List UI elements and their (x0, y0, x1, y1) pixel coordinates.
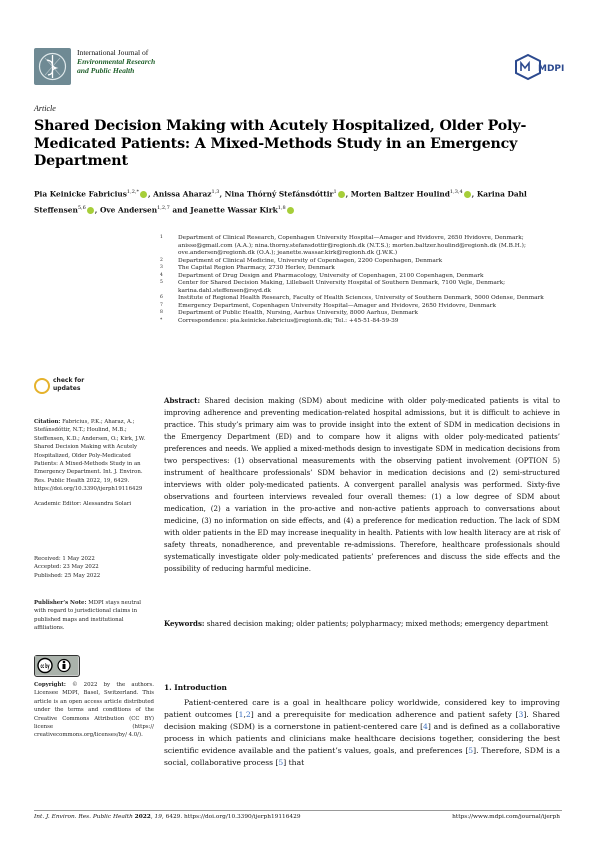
journal-name-line2: Environmental Research (77, 57, 156, 67)
journal-name-line3: and Public Health (77, 66, 135, 76)
cc-by-license-badge[interactable] (34, 655, 80, 677)
affiliation-text: Department of Drug Design and Pharmacology, University of Copenhagen, 2100 Copenhagen, Denmark (178, 272, 484, 279)
affiliation-text: Correspondence: pia.keinicke.fabricius@regionh.dk; Tel.: +45-51-84-59-39 (178, 318, 399, 325)
affiliation-number: 3 (160, 265, 163, 271)
check-updates-icon (34, 378, 50, 394)
journal-logo (34, 48, 71, 85)
keywords (164, 618, 560, 630)
reference-link[interactable]: 5 (278, 758, 284, 768)
affiliation-list (160, 235, 565, 326)
affiliation-text: Department of Public Health, Nursing, Aarhus University, 8000 Aarhus, Denmark (178, 310, 419, 317)
dates-block (34, 555, 154, 580)
affiliation-item (160, 318, 565, 326)
mdpi-logo (515, 54, 565, 80)
affiliation-item (160, 310, 565, 318)
mdpi-logo-text: MDPI (538, 64, 565, 74)
reference-link[interactable]: 5 (468, 746, 474, 756)
author-affiliation-sup: 1,3,4 (449, 189, 463, 195)
affiliation-number: 7 (160, 302, 163, 308)
affiliation-text: Center for Shared Decision Making, Lillebaelt University Hospital of Southern Denmark, 7100 Vejle, Denmark; karina.dahl.steffensen@rsyd.dk (178, 280, 506, 294)
reference-link[interactable]: 4 (423, 722, 428, 732)
orcid-icon[interactable] (87, 207, 94, 214)
affiliation-item (160, 280, 565, 295)
affiliation-number: 1 (160, 235, 163, 240)
publisher-note-text: MDPI stays neutral with regard to jurisdictional claims in published maps and institutional affiliations. (34, 600, 142, 632)
intro-text-segment: ] that (283, 758, 305, 768)
keywords-text: shared decision making; older patients; polypharmacy; mixed methods; emergency department (206, 619, 549, 628)
journal-name-line1: International Journal of (77, 48, 149, 57)
corresponding-author-marker: * (136, 189, 139, 195)
reference-link[interactable]: 1 (238, 710, 244, 720)
abstract-text: Shared decision making (SDM) about medicine with older poly-medicated patients is vital to improving adherence and preventing medication-related hospital admissions, but it is difficult to achieve in practice. This study’s primary aim was to provide insight into the extent of SDM in medication decisions in the Emergency Department (ED) and to compare how it aligns with older poly-medicated patients’ preferences and needs. We applied a mixed-methods design to investigate SDM in medication decisions from two perspectives: (1) observational measurements with the observing patient involvement (OPTION 5) instrument of healthcare professionals’ SDM behavior in medication decisions and (2) semi-structured interviews with older poly-medicated patients. A convergent parallel analysis was performed. Sixty-five observations and fourteen interviews revealed four overall themes: (1) a low degree of SDM about medication, (2) a variation in the pro-active and non-active patients approach to conversations about medicine, (3) no information on side effects, and (4) a preference for medication reduction. The lack of SDM with older patients in the ED may increase inequality in health. Patients with low health literacy are at risk of safety threats, nonadherence, and preventable re-admissions. Therefore, healthcare professionals should systematically investigate older poly-medicated patients’ preferences and discuss the side effects and the possibility of reducing harmful medicine. (164, 396, 560, 573)
footer-year: 2022 (134, 814, 151, 820)
author-affiliation-sup: 1,3 (211, 189, 220, 195)
introduction-paragraph (164, 697, 560, 770)
copyright-block (34, 681, 154, 740)
abstract-label: Abstract: (164, 396, 201, 405)
orcid-icon[interactable] (140, 191, 147, 198)
affiliation-number: 2 (160, 257, 163, 263)
author-name[interactable]: Pia Keinicke Fabricius (34, 189, 127, 199)
orcid-icon[interactable] (287, 207, 294, 214)
orcid-icon[interactable] (464, 191, 471, 198)
footer-journal: Int. J. Environ. Res. Public Health (34, 814, 133, 820)
intro-text-segment: ]. Shared decision making (SDM) is a cornerstone in patient-centered care [ (164, 710, 560, 732)
affiliation-text: The Capital Region Pharmacy, 2730 Herlev, Denmark (178, 265, 335, 272)
keywords-label: Keywords: (164, 619, 205, 628)
footer-divider (34, 810, 562, 811)
author-affiliation-sup: 1,8 (277, 205, 286, 212)
check-updates-line1: check for (53, 377, 85, 384)
intro-text-segment: , (243, 710, 246, 720)
intro-text-segment: ]. Therefore, SDM is a social, collaborative process [ (164, 746, 560, 768)
author-name[interactable]: Nina Thórný Stefánsdóttir (224, 189, 334, 199)
reference-link[interactable]: 2 (245, 710, 251, 720)
footer-journal-url[interactable]: https://www.mdpi.com/journal/ijerph (452, 814, 560, 820)
affiliation-number: 6 (160, 295, 163, 301)
published-date: Published: 25 May 2022 (34, 572, 101, 579)
affiliation-number: 8 (160, 310, 163, 316)
check-for-updates-button[interactable] (34, 376, 94, 398)
affiliation-number: 5 (160, 280, 163, 286)
citation-block (34, 418, 154, 508)
orcid-icon[interactable] (338, 191, 345, 198)
author-affiliation-sup: 1,2, (126, 189, 137, 195)
citation-text: Fabricius, P.K.; Aharaz, A.; Stefánsdóttir, N.T.; Houlind, M.B.; Steffensen, K.D.; Andersen, O.; Kirk, J.W. Shared Decision Making with Acutely Hospitalized, Older Poly-Medicated Patients: A Mixed-Methods Study in an Emergency Department. Int. J. Environ. Res. Public Health 2022, 19, 6429. https://doi.org/10.3390/ijerph19116429 (34, 419, 146, 493)
author-name[interactable]: Karina Dahl Steffensen (34, 189, 527, 215)
affiliation-number: 4 (160, 272, 163, 278)
author-affiliation-sup: 1 (333, 189, 337, 195)
author-name[interactable]: Anissa Aharaz (153, 189, 212, 199)
footer-volume: 19 (154, 814, 162, 820)
received-date: Received: 1 May 2022 (34, 556, 95, 562)
footer-doi: , 6429. https://doi.org/10.3390/ijerph19116429 (161, 814, 301, 820)
publisher-note (34, 599, 154, 633)
author-affiliation-sup: 5,6 (77, 205, 86, 212)
article-title: Shared Decision Making with Acutely Hospitalized, Older Poly-Medicated Patients: A Mixed-Methods Study in an Emergency Department (34, 118, 527, 169)
affiliation-item (160, 295, 565, 303)
journal-name (77, 48, 155, 76)
citation-label: Citation: (34, 419, 61, 425)
publisher-note-label: Publisher’s Note: (34, 600, 87, 606)
reference-link[interactable]: 3 (518, 710, 524, 720)
author-name[interactable]: Morten Baltzer Houlind (350, 189, 450, 199)
accepted-date: Accepted: 23 May 2022 (34, 564, 99, 571)
affiliation-number: * (160, 318, 163, 324)
abstract (164, 395, 560, 575)
academic-editor: Academic Editor: Alessandra Solari (34, 500, 132, 507)
check-updates-line2: updates (53, 384, 81, 392)
intro-text-segment: ] and a prerequisite for medication adherence and patient safety [ (250, 710, 519, 720)
article-type: Article (34, 104, 56, 113)
affiliation-item (160, 303, 565, 311)
copyright-text: © 2022 by the authors. Licensee MDPI, Basel, Switzerland. This article is an open access article distributed under the terms and conditions of the Creative Commons Attribution (CC BY) license (https:// creativecommons.org/licenses/by/ 4.0/). (34, 682, 154, 739)
affiliation-item (160, 235, 565, 258)
author-name[interactable]: Ove Andersen (99, 205, 158, 215)
author-name[interactable]: Jeanette Wassar Kirk (190, 205, 278, 215)
affiliation-text: Department of Clinical Medicine, University of Copenhagen, 2200 Copenhagen, Denmark (178, 257, 443, 264)
affiliation-text: Department of Clinical Research, Copenhagen University Hospital—Amager and Hvidovre, 2650 Hvidovre, Denmark; anisse@gmail.com (A.A.); nina.thorny.stefansdottir@regionh.dk (N.T.S.); morten.baltzer.houlind@regionh.dk (M.B.H.); ove.andersen@regionh.dk (O.A.); jeanette.wassar.kirk@regionh.dk (J.W.K.) (178, 235, 526, 257)
author-list: Pia Keinicke Fabricius$^{1,2,*}$ , Anissa Aharaz$^{1,3}$, Nina Thórný Stefánsdóttir$^1$ , Morten Baltzer Houlind$^{1,3,4}$ , Karina Dahl Steffensen$^{5,6}$ , Ove Andersen$^{1,2,7}$ and Jeanette Wassar Kirk$^{1,8}$ (34, 189, 527, 215)
section-heading-introduction: 1. Introduction (164, 683, 227, 692)
affiliation-item (160, 258, 565, 266)
affiliation-text: Institute of Regional Health Research, Faculty of Health Sciences, University of Southern Denmark, 5000 Odense, Denmark (178, 295, 544, 302)
intro-text-segment: ] and is defined as a collaborative process in which patients and clinicians make healthcare decisions together, considering the best scientific evidence available and the patient’s values, goals, and preferences [ (164, 722, 560, 756)
affiliation-text: Emergency Department, Copenhagen University Hospital—Amager and Hvidovre, 2650 Hvidovre, Denmark (178, 302, 497, 309)
affiliation-item (160, 273, 565, 281)
caduceus-icon (34, 48, 71, 85)
intro-text-segment: Patient-centered care is a goal in healthcare policy worldwide, considered key to improving patient outcomes [ (164, 698, 560, 720)
copyright-label: Copyright: (34, 682, 66, 688)
affiliation-item (160, 265, 565, 273)
author-affiliation-sup: 1,2,7 (157, 205, 170, 212)
cc-badge-text: cc by (40, 662, 50, 670)
footer-citation: Int. J. Environ. Res. Public Health 2022, 19, 6429. https://doi.org/10.3390/ijerph19116429 (34, 814, 301, 820)
